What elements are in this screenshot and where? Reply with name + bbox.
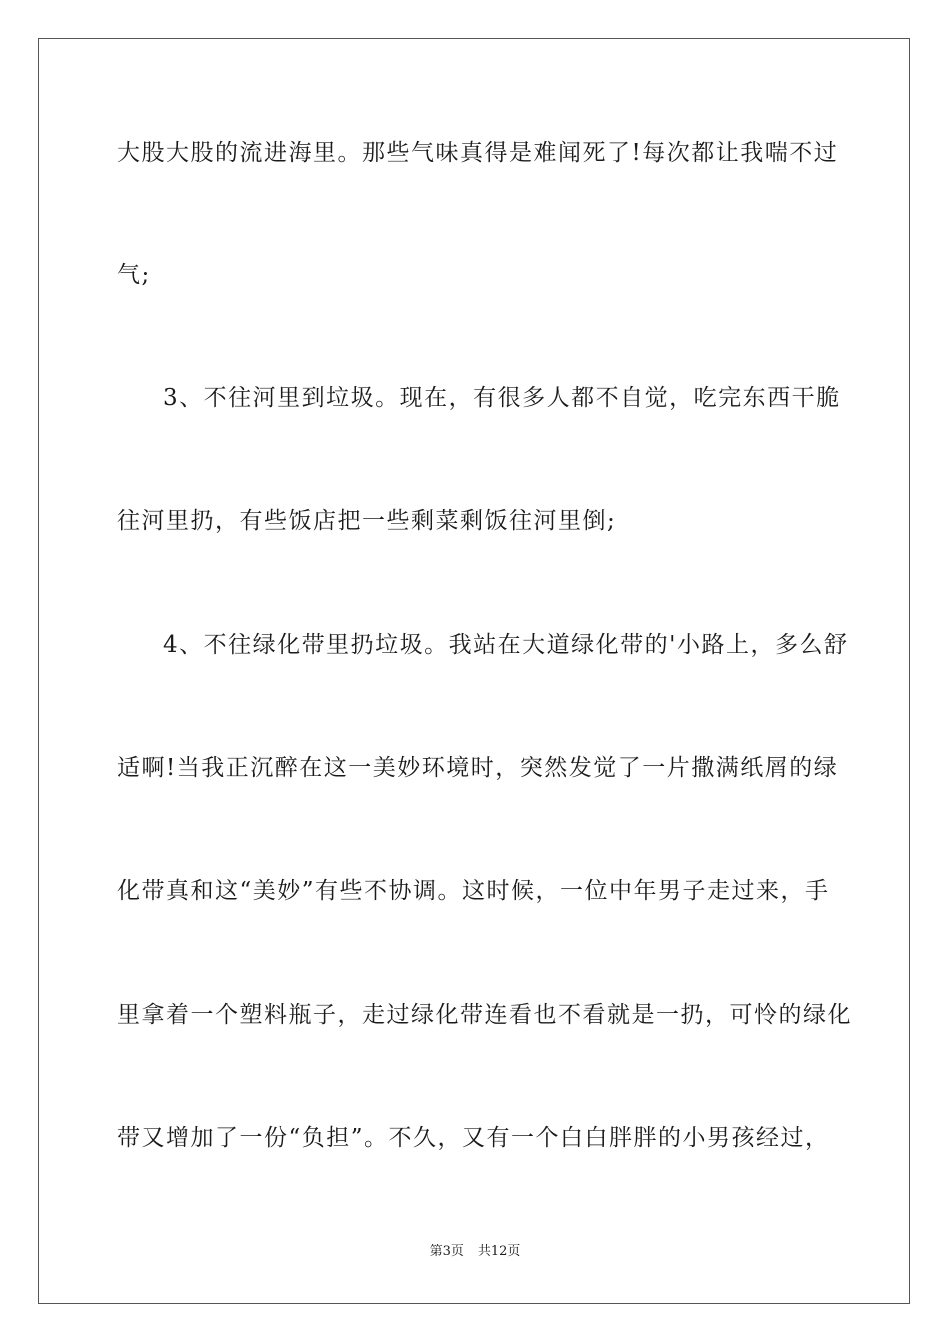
text-line-2: 气; — [117, 262, 151, 288]
paragraph-4-line-5: 带又增加了一份“负担”。不久，又有一个白白胖胖的小男孩经过， — [117, 1125, 830, 1151]
paragraph-4-line-1: 4、不往绿化带里扔垃圾。我站在大道绿化带的'小路上，多么舒 — [163, 632, 849, 658]
paragraph-4-line-2: 适啊!当我正沉醉在这一美妙环境时，突然发觉了一片撒满纸屑的绿 — [117, 755, 839, 781]
page-border — [38, 38, 910, 1304]
page-number: 第3页 — [429, 1244, 464, 1259]
page-total: 共12页 — [477, 1244, 521, 1259]
paragraph-3-line-1: 3、不往河里到垃圾。现在，有很多人都不自觉，吃完东西干脆 — [163, 385, 841, 411]
paragraph-4-line-4: 里拿着一个塑料瓶子，走过绿化带连看也不看就是一扔，可怜的绿化 — [117, 1002, 852, 1028]
page-footer — [0, 1243, 950, 1261]
paragraph-3-line-2: 往河里扔，有些饭店把一些剩菜剩饭往河里倒; — [117, 508, 617, 534]
text-line-1: 大股大股的流进海里。那些气味真得是难闻死了!每次都让我喘不过 — [117, 140, 839, 166]
paragraph-4-line-3: 化带真和这“美妙”有些不协调。这时候，一位中年男子走过来，手 — [117, 878, 830, 904]
